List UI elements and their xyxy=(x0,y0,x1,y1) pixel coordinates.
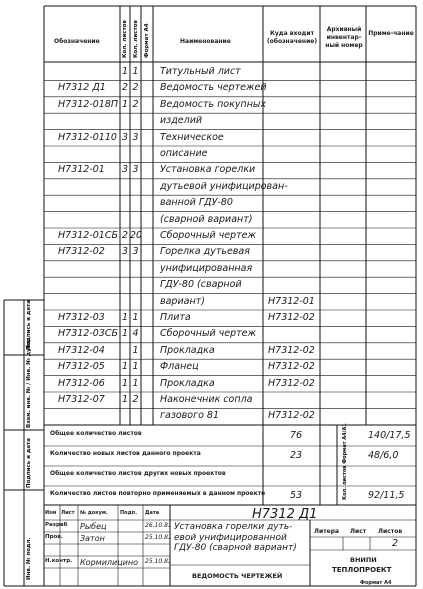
row-doc-count: 1 xyxy=(132,361,139,373)
row-designation: Н7312-01СБ xyxy=(58,230,118,241)
row-designation: Н7312-018П xyxy=(58,98,119,110)
row-sheet-count: 1 xyxy=(121,66,129,77)
row-doc-count: 20 xyxy=(130,230,143,241)
stamp-col-header: № докум. xyxy=(80,510,108,516)
row-doc-count: 2 xyxy=(132,82,139,94)
row-designation: Н7312-05 xyxy=(58,361,105,373)
row-sheet-count: 3 xyxy=(121,246,129,258)
row-doc-count: 4 xyxy=(132,328,139,340)
row-name: Титульный лист xyxy=(160,66,241,77)
row-name: изделий xyxy=(160,115,203,127)
row-sheet-count: 2 xyxy=(121,230,129,241)
row-name: ГДУ-80 (сварной xyxy=(160,279,242,291)
row-sheet-count: 3 xyxy=(121,131,129,143)
row-doc-count: 1 xyxy=(132,344,139,356)
stamp-org-1: ВНИПИ xyxy=(350,556,377,564)
stamp-org-2: ТЕПЛОПРОЕКТ xyxy=(332,566,392,574)
row-doc-count: 3 xyxy=(132,164,139,176)
row-sheet-count: 1 xyxy=(121,394,129,405)
stamp-subtitle: ВЕДОМОСТЬ ЧЕРТЕЖЕЙ xyxy=(192,572,283,580)
row-name: Наконечник сопла xyxy=(160,394,253,405)
summary-a4: 92/11,5 xyxy=(368,490,405,501)
row-where-used: Н7312-02 xyxy=(268,312,315,323)
col-header-archive: Архивный инвентар-ный номер xyxy=(325,26,363,49)
row-name: газового 81 xyxy=(160,410,219,422)
stamp-role-role: Разраб xyxy=(45,522,68,528)
row-sheet-count: 2 xyxy=(121,82,129,94)
stamp-sheets-value: 2 xyxy=(392,538,399,549)
row-where-used: Н7312-02 xyxy=(268,377,315,389)
row-where-used: Н7312-02 xyxy=(268,410,315,422)
stamp-title: Установка горелки дуть-евой унифицированной ГДУ-80 (сварной вариант) xyxy=(174,522,297,553)
row-name: Плита xyxy=(160,312,191,323)
row-sheet-count: 1 xyxy=(121,98,129,110)
row-where-used: Н7312-02 xyxy=(268,361,315,373)
row-sheet-count: 1 xyxy=(121,361,129,373)
summary-label: Количество новых листов данного проекта xyxy=(50,450,201,457)
col-header-format: Формат А4 xyxy=(144,23,150,58)
summary-a4: 140/17,5 xyxy=(368,430,411,441)
stamp-doc-code: Н7312 Д1 xyxy=(252,507,318,522)
row-sheet-count: 1 xyxy=(121,377,129,389)
row-doc-count: 2 xyxy=(132,394,139,405)
summary-value: 76 xyxy=(290,430,303,441)
summary-value: 53 xyxy=(290,490,303,501)
col-header-note: Приме-чание xyxy=(368,30,414,37)
stamp-role-name: Кормилицино xyxy=(80,558,138,567)
margin-replace-inv: Взам. инв. № / Инв. № дубл. xyxy=(26,338,32,428)
margin-sign-date-1: Подпись и дата xyxy=(26,300,32,350)
summary-label: Общее количество листов других новых проектов xyxy=(50,470,226,477)
col-header-designation: Обозначение xyxy=(54,38,100,45)
row-where-used: Н7312-01 xyxy=(268,295,315,307)
row-doc-count: 3 xyxy=(132,246,139,258)
row-name: Прокладка xyxy=(160,344,215,356)
row-designation: Н7312-02 xyxy=(58,246,105,258)
stamp-role-name: Затон xyxy=(80,534,105,543)
margin-inv-original: Инв. № подл. xyxy=(26,537,32,580)
row-name: Техническое xyxy=(160,131,224,143)
stamp-col-header: Подп. xyxy=(120,510,138,516)
stamp-role-role: Пров. xyxy=(45,534,63,540)
row-doc-count: 2 xyxy=(132,98,139,110)
row-name: дутьевой унифицирован- xyxy=(160,180,288,192)
summary-label: Общее количество листов xyxy=(50,430,142,437)
row-designation: Н7312-01 xyxy=(58,164,105,176)
row-name: описание xyxy=(160,148,208,159)
row-doc-count: 1 xyxy=(132,377,139,389)
stamp-role-name: Рыбец xyxy=(80,522,107,531)
row-designation: Н7312-03 xyxy=(58,312,105,323)
stamp-role-date: 26.10.81 xyxy=(145,522,172,529)
stamp-role-date: 25.10.81 xyxy=(145,558,172,565)
row-designation: Н7312-06 xyxy=(58,377,105,389)
row-name: Ведомость чертежей xyxy=(160,82,267,94)
summary-value: 23 xyxy=(290,450,303,461)
margin-sign-date-2: Подпись и дата xyxy=(26,438,32,488)
row-designation: Н7312-04 xyxy=(58,344,105,356)
row-sheet-count: 1 xyxy=(121,312,129,323)
row-doc-count: 1 xyxy=(132,312,139,323)
row-sheet-count: 1 xyxy=(121,328,129,340)
stamp-sheets-label: Листов xyxy=(378,528,403,535)
row-name: (сварной вариант) xyxy=(160,213,253,225)
row-name: Сборочный чертеж xyxy=(160,328,257,340)
row-designation: Н7312-03СБ xyxy=(58,328,118,340)
stamp-litera-label: Литера xyxy=(314,528,340,535)
row-name: унифицированная xyxy=(160,262,253,274)
row-name: Прокладка xyxy=(160,377,215,389)
col-header-where-used: Куда входит (обозначение) xyxy=(266,30,318,45)
stamp-role-date: 25.10.81 xyxy=(145,534,172,541)
row-doc-count: 3 xyxy=(132,131,139,143)
row-name: Ведомость покупных xyxy=(160,98,267,110)
row-name: Сборочный чертеж xyxy=(160,230,257,241)
stamp-role-role: Н.контр. xyxy=(45,558,73,564)
row-doc-count: 1 xyxy=(132,66,139,77)
col-header-name: Наименование xyxy=(180,38,231,45)
stamp-col-header: Изм xyxy=(45,510,57,516)
row-name: Фланец xyxy=(160,361,199,373)
row-name: ванной ГДУ-80 xyxy=(160,197,233,209)
summary-vertical-label: Кол. листов Формат А4/А1 xyxy=(342,423,348,500)
summary-a4: 48/6,0 xyxy=(368,450,399,461)
row-name: Горелка дутьевая xyxy=(160,246,250,258)
row-designation: Н7312-0110 xyxy=(58,131,117,143)
summary-label: Количество листов повторно применяемых в данном проекте xyxy=(50,490,266,497)
stamp-col-header: Дата xyxy=(145,510,160,516)
row-designation: Н7312 Д1 xyxy=(58,82,106,94)
row-designation: Н7312-07 xyxy=(58,394,105,405)
row-name: вариант) xyxy=(160,295,205,307)
stamp-sheet-label: Лист xyxy=(350,528,367,535)
format-note: Формат А4 xyxy=(360,580,392,586)
col-header-sheets-count: Кол. листов xyxy=(122,20,128,58)
row-sheet-count: 3 xyxy=(121,164,129,176)
row-where-used: Н7312-02 xyxy=(268,344,315,356)
row-name: Установка горелки xyxy=(160,164,256,176)
stamp-col-header: Лист xyxy=(61,510,75,516)
col-header-docs-count: Кол. листов xyxy=(133,20,139,58)
